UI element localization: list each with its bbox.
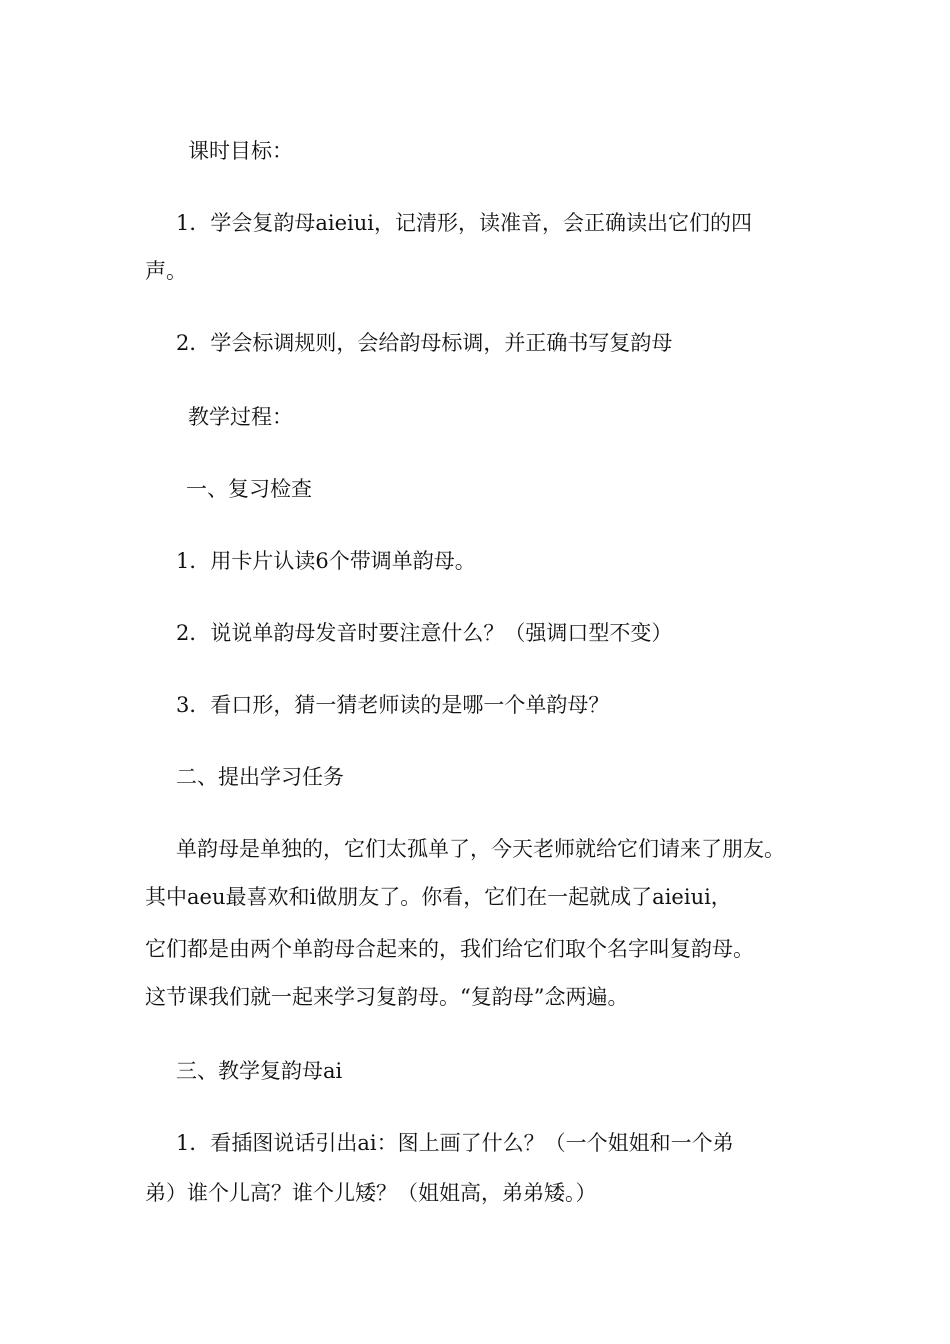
objective-2: 2．学会标调规则，会给韵母标调，并正确书写复韵母 <box>176 331 673 355</box>
review-item-2: 2．说说单韵母发音时要注意什么？（强调口型不变） <box>176 621 673 645</box>
step-heading-review: 一、复习检查 <box>186 477 312 501</box>
step-heading-teach-ai: 三、教学复韵母ai <box>176 1059 343 1083</box>
teach-ai-item-1-line-1: 1．看插图说话引出ai：图上画了什么？（一个姐姐和一个弟 <box>176 1131 734 1155</box>
teach-ai-item-1-line-2: 弟）谁个儿高？谁个儿矮？（姐姐高，弟弟矮。） <box>145 1181 597 1205</box>
section-heading-process: 教学过程： <box>188 405 293 429</box>
review-item-3: 3．看口形，猜一猜老师读的是哪一个单韵母？ <box>176 693 610 717</box>
task-paragraph-line-3: 它们都是由两个单韵母合起来的，我们给它们取个名字叫复韵母。 <box>145 937 754 961</box>
task-paragraph-line-2: 其中aeu最喜欢和i做朋友了。你看，它们在一起就成了aieiui， <box>145 885 732 909</box>
task-paragraph-line-4: 这节课我们就一起来学习复韵母。“复韵母”念两遍。 <box>145 985 629 1009</box>
task-paragraph-line-1: 单韵母是单独的，它们太孤单了，今天老师就给它们请来了朋友。 <box>176 837 785 861</box>
objective-1-line-1: 1．学会复韵母aieiui，记清形，读准音，会正确读出它们的四 <box>176 211 752 235</box>
section-heading-objectives: 课时目标： <box>188 139 293 163</box>
objective-1-line-2: 声。 <box>145 259 187 283</box>
step-heading-task: 二、提出学习任务 <box>176 765 344 789</box>
review-item-1: 1．用卡片认读6个带调单韵母。 <box>176 549 476 573</box>
